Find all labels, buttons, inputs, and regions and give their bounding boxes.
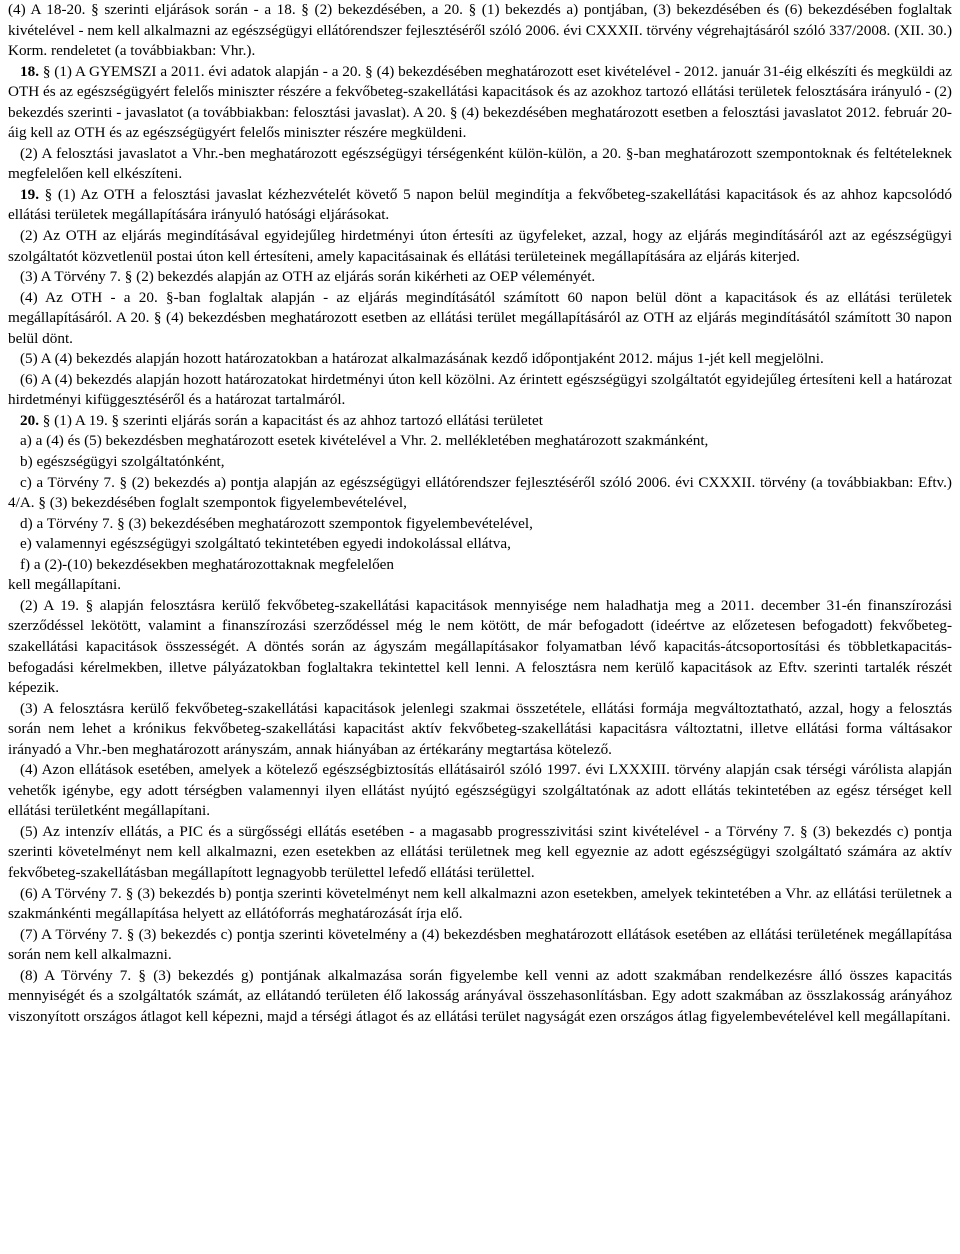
paragraph: 18. § (1) A GYEMSZI a 2011. évi adatok alapján - a 20. § (4) bekezdésében meghatározott eset kivételével - 2012. január 31-éig elkészíti és megküldi az OTH és az egészségügyért felelős miniszter részére a fekvőbeteg-szakellátási kapacitások és az azokhoz tartozó ellátási területek felosztására irányuló - (2) bekezdés szerinti - javaslatot (a továbbiakban: felosztási javaslat). A 20. § (4) bekezdésében meghatározott esetben a felosztási javaslatot 2012. február 20-áig kell az OTH és az egészségügyért felelős miniszter részére megküldeni. <box>8 62 952 142</box>
list-item: b) egészségügyi szolgáltatónként, <box>20 453 225 471</box>
section-number: 18. <box>20 62 39 80</box>
paragraph: (4) A 18-20. § szerinti eljárások során - a 18. § (2) bekezdésében, a 20. § (1) bekezdés a) pontjában, (3) bekezdésében és (6) bekezdésében foglaltak kivételével - nem kell alkalmazni az egészségügyi ellátórendszer fejlesztéséről szóló 2006. évi CXXXII. törvény végrehajtásáról szóló 337/2008. (XII. 30.) Korm. rendeletet (a továbbiakban: Vhr.). <box>8 1 952 60</box>
list-item: c) a Törvény 7. § (2) bekezdés a) pontja alapján az egészségügyi ellátórendszer fejlesztéséről szóló 2006. évi CXXXII. törvény (a továbbiakban: Eftv.) 4/A. § (3) bekezdésében foglalt szempontok figyelembevételével, <box>8 473 952 512</box>
paragraph: 19. § (1) Az OTH a felosztási javaslat kézhezvételét követő 5 napon belül megindítja a fekvőbeteg-szakellátási kapacitások és az ahhoz kapcsolódó ellátási területek megállapítására irányuló hatósági eljárásokat. <box>8 185 952 224</box>
paragraph: (4) Az OTH - a 20. §-ban foglaltak alapján - az eljárás megindításától számított 60 napon belül dönt a kapacitások és az ellátási területek megállapításáról. A 20. § (4) bekezdésben meghatározott esetben az ellátási terület megállapításáról az OTH az eljárás megindításától számított 30 napon belül dönt. <box>8 288 952 347</box>
paragraph: (2) A felosztási javaslatot a Vhr.-ben meghatározott egészségügyi térségenként külön-külön, a 20. §-ban meghatározott szempontoknak és feltételeknek megfelelően kell elkészíteni. <box>8 144 952 183</box>
section-number: 20. <box>20 411 39 429</box>
paragraph: kell megállapítani. <box>8 576 122 594</box>
paragraph: (3) A felosztásra kerülő fekvőbeteg-szakellátási kapacitások jelenlegi szakmai összetétele, ellátási formája megváltoztatható, azzal, hogy a felosztás során nem lehet a krónikus fekvőbeteg-szakellátási kapacitást aktív fekvőbeteg-szakellátási kapacitásra változtatni, illetve ellátási forma váltásakor irányadó a Vhr.-ben meghatározott arányszám, annak hiányában az értékarány megtartása kötelező. <box>8 699 952 758</box>
paragraph: (4) Azon ellátások esetében, amelyek a kötelező egészségbiztosítás ellátásairól szóló 1997. évi LXXXIII. törvény alapján csak térségi várólista alapján vehetők igénybe, egy adott térségben valamennyi ilyen ellátást nyújtó egészségügyi szolgáltatónak az adott ellátás tekintetében az egész térséget kell ellátási területként megállapítani. <box>8 761 952 820</box>
list-item: a) a (4) és (5) bekezdésben meghatározott esetek kivételével a Vhr. 2. mellékletében meghatározott szakmánként, <box>20 432 709 450</box>
section-number: 19. <box>20 185 39 203</box>
paragraph: (5) Az intenzív ellátás, a PIC és a sürgősségi ellátás esetében - a magasabb progresszivitási szint kivételével - a Törvény 7. § (3) bekezdés c) pontja szerinti követelményt nem kell alkalmazni, ezen esetekben az ellátási területnek meg kell egyeznie az adott egészségügyi szolgáltató számára az aktív fekvőbeteg-szakellátásban megállapított legnagyobb területtel lefedő ellátási területtel. <box>8 822 952 881</box>
paragraph: (2) A 19. § alapján felosztásra kerülő fekvőbeteg-szakellátási kapacitások mennyisége nem haladhatja meg a 2011. december 31-én finanszírozási szerződéssel lekötött, valamint a finanszírozási szerződéssel még le nem kötött, de már befogadott (ideértve az előzetesen befogadott) fekvőbeteg-szakellátási kapacitások összességét. A döntés során az ágyszám megállapításakor folyamatban lévő kapacitás-átcsoportosítási és többletkapacitás-befogadási kérelmekben, illetve pályázatokban foglaltakra tekintettel kell lenni. A felosztásra nem kerülő kapacitások az Eftv. szerinti tartalék részét képezik. <box>8 596 952 697</box>
paragraph: (5) A (4) bekezdés alapján hozott határozatokban a határozat alkalmazásának kezdő időpontjaként 2012. május 1-jét kell megjelölni. <box>20 350 824 368</box>
paragraph: (8) A Törvény 7. § (3) bekezdés g) pontjának alkalmazása során figyelembe kell venni az adott szakmában rendelkezésre álló összes kapacitás mennyiségét és a szolgáltatók számát, az ellátandó területen élő lakosság arányával összehasonlításban. Egy adott szakmában az összlakosság arányához viszonyított országos átlagot kell képezni, majd a térségi átlagot és az ellátási terület nagyságát ezen országos átlag figyelembevételével kell megállapítani. <box>8 966 952 1025</box>
paragraph: 20. § (1) A 19. § szerinti eljárás során a kapacitást és az ahhoz tartozó ellátási területet <box>20 411 543 429</box>
paragraph: (6) A Törvény 7. § (3) bekezdés b) pontja szerinti követelményt nem kell alkalmazni azon esetekben, amelyek tekintetében a Vhr. az ellátási területnek a szakmánkénti megállapítása helyett az ellátóforrás meghatározását írja elő. <box>8 884 952 923</box>
list-item: f) a (2)-(10) bekezdésekben meghatározottaknak megfelelően <box>20 555 395 573</box>
paragraph: (3) A Törvény 7. § (2) bekezdés alapján az OTH az eljárás során kikérheti az OEP véleményét. <box>20 268 596 286</box>
paragraph: (7) A Törvény 7. § (3) bekezdés c) pontja szerinti követelmény a (4) bekezdésben meghatározott ellátások esetében az ellátási területének megállapítása során nem kell alkalmazni. <box>8 925 952 964</box>
paragraph: (6) A (4) bekezdés alapján hozott határozatokat hirdetményi úton kell közölni. Az érintett egészségügyi szolgáltatót egyidejűleg értesíteni kell a határozat hirdetményi kifüggesztéséről és a határozat tartalmáról. <box>8 370 952 409</box>
paragraph: (2) Az OTH az eljárás megindításával egyidejűleg hirdetményi úton értesíti az ügyfeleket, azzal, hogy az eljárás megindításáról azt az egészségügyi szolgáltatót közvetlenül postai úton kell értesíteni, amely kapacitásainak és ellátási területeinek megállapítására az eljárás kiterjed. <box>8 227 952 265</box>
list-item: d) a Törvény 7. § (3) bekezdésében meghatározott szempontok figyelembevételével, <box>20 514 533 532</box>
list-item: e) valamennyi egészségügyi szolgáltató tekintetében egyedi indokolással ellátva, <box>20 535 511 553</box>
